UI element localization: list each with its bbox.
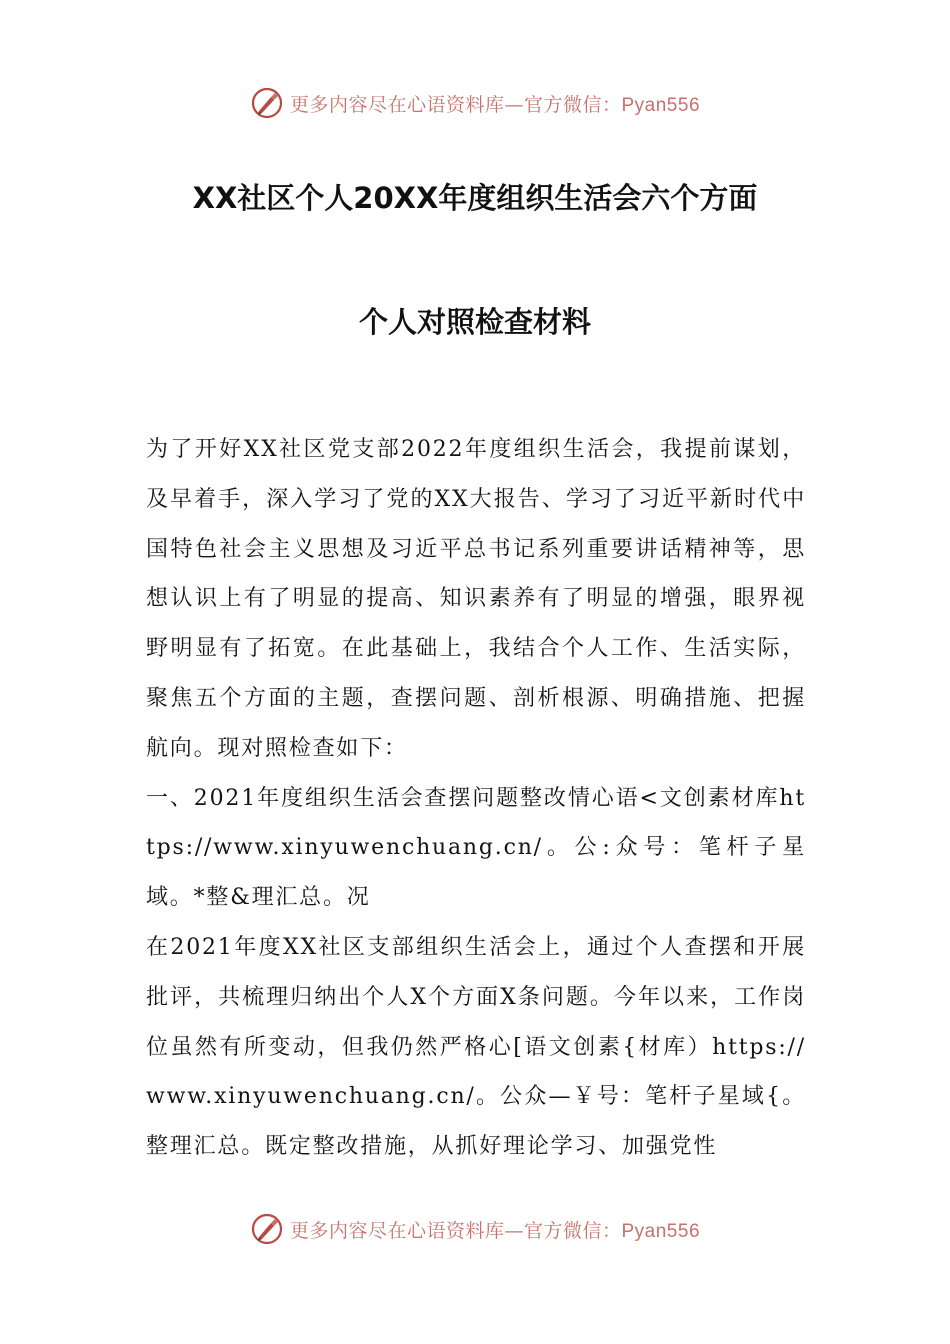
header-banner [0, 83, 950, 123]
footer-wechat-id: Pyan556 [621, 1220, 701, 1242]
footer-banner-text: 更多内容尽在心语资料库—官方微信：Pyan556 [289, 1219, 701, 1242]
pen-logo-icon [250, 86, 284, 120]
paragraph-section-heading: 一、2021年度组织生活会查摆问题整改情心语<文创素材库https://www.xinyuwenchuang.cn/。公:众号：笔杆子星域。*整&理汇总。况 [146, 785, 806, 911]
header-banner-text: 更多内容尽在心语资料库—官方微信：Pyan556 [289, 93, 701, 116]
pen-logo-icon [250, 1212, 284, 1246]
footer-banner [0, 1209, 950, 1249]
document-title-line-1: XX社区个人20XX年度组织生活会六个方面 [192, 181, 758, 215]
header-wechat-id: Pyan556 [621, 94, 701, 116]
document-title-line-2: 个人对照检查材料 [358, 305, 591, 339]
paragraph-intro: 为了开好XX社区党支部2022年度组织生活会，我提前谋划，及早着手，深入学习了党的XX大报告、学习了习近平新时代中国特色社会主义思想及习近平总书记系列重要讲话精神等，思想认识上有了明显的提高、知识素养有了明显的增强，眼界视野明显有了拓宽。在此基础上，我结合个人工作、生活实际，聚焦五个方面的主题，查摆问题、剖析根源、明确措施、把握航向。现对照检查如下： [146, 437, 806, 761]
paragraph-rectification: 在2021年度XX社区支部组织生活会上，通过个人查摆和开展批评，共梳理归纳出个人X个方面X条问题。今年以来，工作岗位虽然有所变动，但我仍然严格心[语文创素{材库）https://www.xinyuwenchuang.cn/。公众—￥号：笔杆子星域{。整理汇总。既定整改措施，从抓好理论学习、加强党性 [146, 934, 806, 1160]
document-body [146, 425, 806, 1172]
